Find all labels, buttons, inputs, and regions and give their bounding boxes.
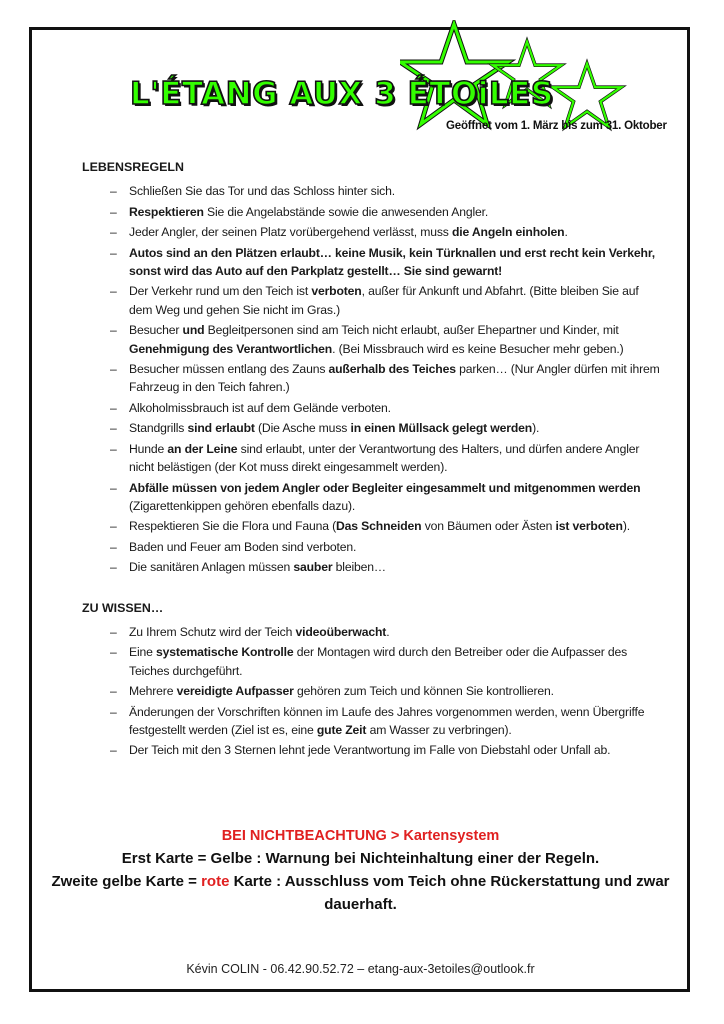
- list-item-text: Sie die Angelabstände sowie die anwesenden Angler.: [203, 204, 489, 219]
- list-item-text: ist verboten: [555, 519, 623, 534]
- list-item-text: Besucher müssen entlang des Zauns: [129, 362, 329, 377]
- list-item-text: vereidigte Aufpasser: [176, 684, 294, 699]
- list-item-text: sind erlaubt, unter der Verantwortung des Halters, und dürfen andere Angler nicht belästigen (der Kot muss direkt eingesammelt werden).: [129, 441, 640, 475]
- rules-heading: LEBENSREGELN: [82, 160, 184, 174]
- footer-contact: Kévin COLIN - 06.42.90.52.72 – etang-aux-3etoiles@outlook.fr: [186, 962, 535, 976]
- list-item-text: videoüberwacht: [295, 624, 387, 639]
- list-item-text: .: [386, 624, 390, 639]
- list-item-text: Abfälle müssen von jedem Angler oder Begleiter eingesammelt und mitgenommen werden: [129, 480, 641, 495]
- list-item: [129, 682, 662, 700]
- list-item-text: der Montagen wird durch den Betreiber oder die Aufpasser des Teiches durchgeführt.: [129, 645, 628, 678]
- list-item: [129, 360, 662, 397]
- list-item-text: ).: [622, 519, 630, 534]
- list-item: [129, 479, 662, 516]
- sanction-title: BEI NICHTBEACHTUNG > Kartensystem: [221, 828, 500, 844]
- list-item-text: Baden und Feuer am Boden sind verboten.: [129, 539, 357, 554]
- content: [82, 158, 662, 762]
- list-item-text: (Die Asche muss: [254, 421, 351, 436]
- list-item: [129, 623, 662, 641]
- list-item: [129, 282, 662, 319]
- list-item: [129, 643, 662, 680]
- list-item-text: Respektieren Sie die Flora und Fauna (: [129, 519, 337, 534]
- list-item-text: parken… (Nur Angler dürfen mit ihrem Fahrzeug in den Teich fahren.): [129, 362, 660, 395]
- list-item-text: in einen Müllsack gelegt werden: [350, 421, 533, 436]
- list-item: [129, 182, 662, 200]
- list-item-text: Respektieren: [129, 204, 204, 219]
- sanction-red-word: rote: [201, 873, 230, 890]
- list-item: [129, 321, 662, 358]
- list-item: [129, 223, 662, 241]
- list-item-text: Zu Ihrem Schutz wird der Teich: [129, 624, 296, 639]
- opening-dates: Geöffnet vom 1. März bis zum 31. Oktober: [446, 120, 667, 132]
- list-item-text: außerhalb des Teiches: [328, 362, 456, 377]
- list-item: [129, 538, 662, 556]
- list-item-text: Alkoholmissbrauch ist auf dem Gelände verboten.: [129, 400, 391, 415]
- list-item-text: ).: [532, 421, 540, 436]
- list-item-text: Änderungen der Vorschriften können im Laufe des Jahres vorgenommen werden, wenn Übergriffe festgestellt werden (Ziel ist es, eine: [129, 704, 645, 737]
- list-item-text: sauber: [293, 560, 333, 575]
- list-item-text: Der Verkehr rund um den Teich ist: [129, 284, 312, 299]
- list-item-text: und: [182, 323, 205, 338]
- list-item: [129, 558, 662, 576]
- list-item-text: an der Leine: [167, 441, 238, 456]
- list-item: [129, 517, 662, 535]
- list-item: [129, 419, 662, 437]
- info-list: [82, 623, 662, 760]
- list-item-text: die Angeln einholen: [451, 225, 565, 240]
- list-item-text: Eine: [129, 645, 157, 660]
- page-title: L'ÉTANG AUX 3 ÉTOiLES: [130, 76, 554, 112]
- list-item-text: gute Zeit: [316, 722, 367, 737]
- list-item-text: . (Bei Missbrauch wird es keine Besucher mehr geben.): [332, 341, 624, 356]
- list-item-text: .: [564, 225, 568, 240]
- sanction-line-2-a: Zweite gelbe Karte =: [51, 873, 202, 890]
- list-item-text: Der Teich mit den 3 Sternen lehnt jede Verantwortung im Falle von Diebstahl oder Unfall ab.: [129, 743, 611, 758]
- list-item-text: Autos sind an den Plätzen erlaubt… keine Musik, kein Türknallen und erst recht kein Verkehr, sonst wird das Auto auf den Parkplatz gestellt… Sie sind gewarnt!: [129, 245, 655, 279]
- list-item-text: Genehmigung des Verantwortlichen: [129, 341, 333, 356]
- sanction-line-2-b: Karte : Ausschluss vom Teich ohne Rückerstattung und zwar dauerhaft.: [229, 873, 670, 913]
- list-item: [129, 203, 662, 221]
- list-item-text: Hunde: [129, 441, 168, 456]
- list-item-text: verboten: [311, 284, 362, 299]
- list-item-text: gehören zum Teich und können Sie kontrollieren.: [293, 684, 554, 699]
- sanction-block: [30, 828, 691, 916]
- list-item: [129, 440, 662, 477]
- sanction-line-2: [30, 870, 691, 916]
- list-item-text: (Zigarettenkippen gehören ebenfalls dazu).: [129, 498, 356, 513]
- list-item-text: , außer für Ankunft und Abfahrt. (Bitte bleiben Sie auf dem Weg und gehen Sie nicht im Gras.): [129, 284, 639, 317]
- sanction-line-1: Erst Karte = Gelbe : Warnung bei Nichteinhaltung einer der Regeln.: [121, 850, 600, 867]
- list-item-text: Schließen Sie das Tor und das Schloss hinter sich.: [129, 184, 395, 199]
- list-item-text: am Wasser zu verbringen).: [366, 722, 512, 737]
- list-item-text: Mehrere: [129, 684, 177, 699]
- list-item-text: Standgrills: [129, 421, 188, 436]
- list-item-text: Jeder Angler, der seinen Platz vorübergehend verlässt, muss: [129, 225, 452, 240]
- list-item-text: Die sanitären Anlagen müssen: [129, 560, 294, 575]
- list-item-text: Das Schneiden: [336, 519, 422, 534]
- list-item-text: Begleitpersonen sind am Teich nicht erlaubt, außer Ehepartner und Kinder, mit: [204, 323, 619, 338]
- list-item: [129, 703, 662, 740]
- list-item: [129, 741, 662, 759]
- list-item-text: Besucher: [129, 323, 183, 338]
- rules-list: [82, 182, 662, 576]
- list-item-text: bleiben…: [332, 560, 386, 575]
- list-item-text: systematische Kontrolle: [156, 645, 294, 660]
- list-item: [129, 399, 662, 417]
- list-item: [129, 244, 662, 281]
- list-item-text: von Bäumen oder Ästen: [421, 519, 556, 534]
- list-item-text: sind erlaubt: [187, 421, 255, 436]
- info-heading: ZU WISSEN…: [82, 600, 164, 615]
